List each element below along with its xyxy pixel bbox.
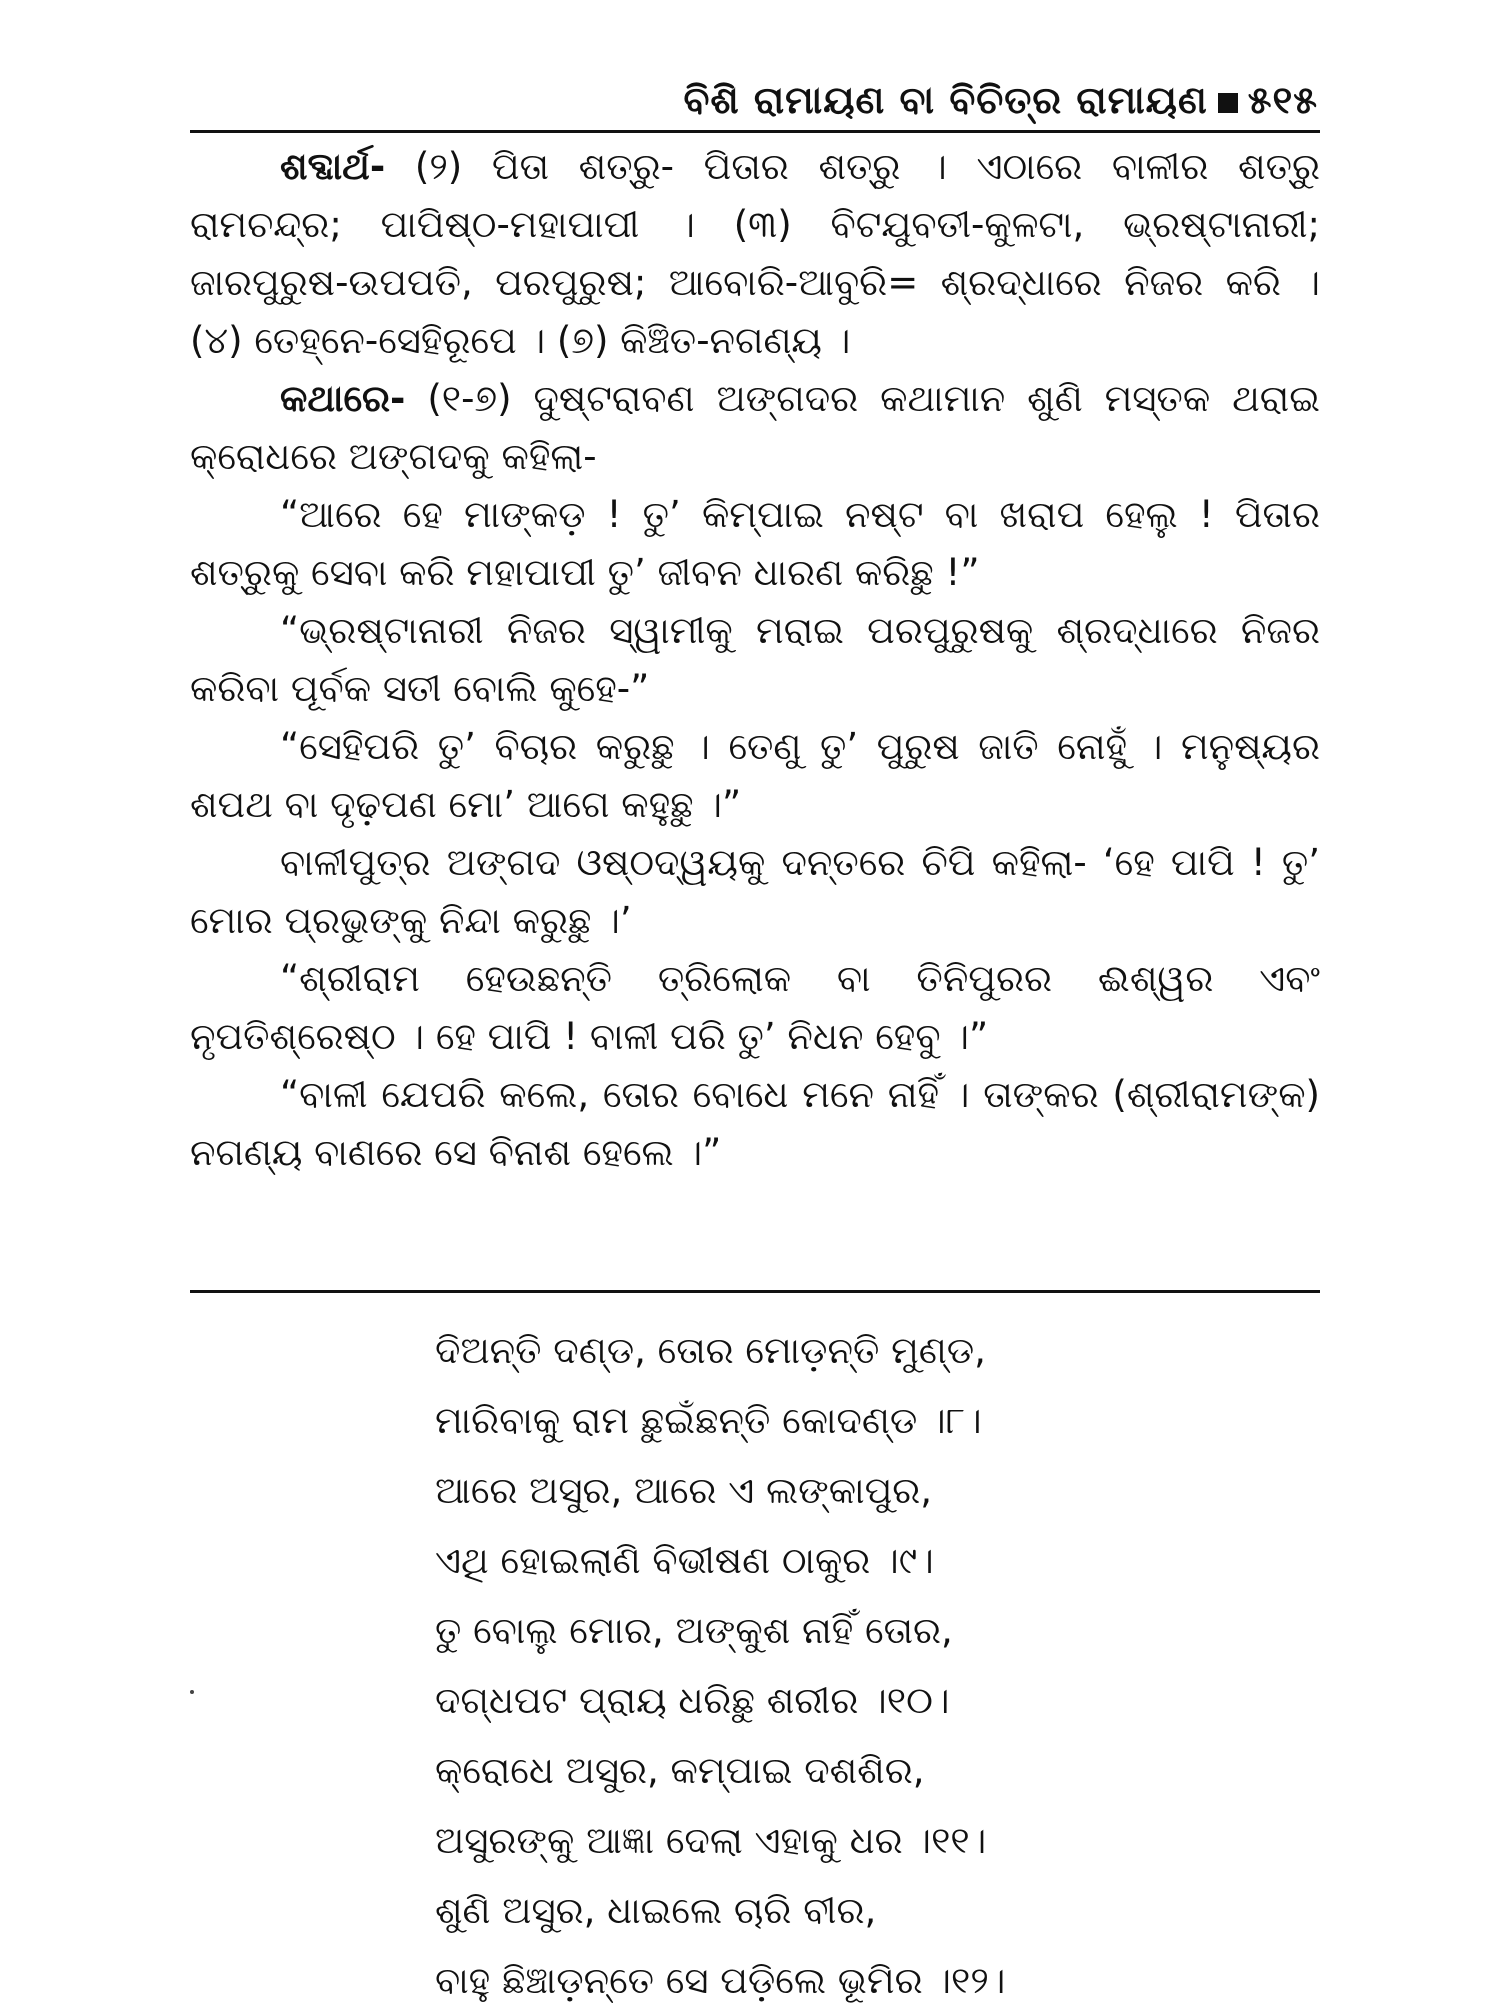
verse-line: ଅସୁରଙ୍କୁ ଆଜ୍ଞା ଦେଲା ଏହାକୁ ଧର ।୧୧। [435,1819,987,1862]
dialogue-paragraph: ବାଳୀପୁତ୍ର ଅଙ୍ଗଦ ଓଷ୍ଠଦ୍ୱୟକୁ ଦନ୍ତରେ ଚିପି କହିଲା- ‘ହେ ପାପି ! ତୁ’ ମୋର ପ୍ରଭୁଙ୍କୁ ନିନ୍ଦା କରୁଛୁ ।’ [190,841,1320,942]
header-square-mark [1218,93,1238,113]
book-title: ବିଶି ରାମାୟଣ ବା ବିଚିତ୍ର ରାମାୟଣ [683,78,1208,122]
running-header [683,78,1318,123]
commentary-section [190,138,1320,1182]
word-meanings-text: (୨) ପିତା ଶତ୍ରୁ- ପିତାର ଶତ୍ରୁ । ଏଠାରେ ବାଳୀର ଶତ୍ରୁ ରାମଚନ୍ଦ୍ର; ପାପିଷ୍ଠ-ମହାପାପୀ । (୩) ବିଟଯୁବତୀ-କୁଳଟା, ଭ୍ରଷ୍ଟାନାରୀ; ଜାରପୁରୁଷ-ଉପପତି, ପରପୁରୁଷ; ଆବୋରି-ଆବୁରି= ଶ୍ରଦ୍ଧାରେ ନିଜର କରି । (୪) ତେହ୍ନେ-ସେହିରୂପେ । (୭) କିଞ୍ଚିତ-ନଗଣ୍ୟ । [190,145,1321,362]
verse-line: ମାରିବାକୁ ରାମ ଛୁଇଁଛନ୍ତି କୋଦଣ୍ଡ ।୮। [435,1399,982,1442]
verse-line: ତୁ ବୋଲୁ ମୋର, ଅଙ୍କୁଶ ନାହିଁ ତୋର, [435,1609,953,1652]
verse-line: ଦିଅନ୍ତି ଦଣ୍ଡ, ତୋର ମୋଡ଼ନ୍ତି ମୁଣ୍ଡ, [435,1329,986,1372]
dialogue-paragraph: “ଶ୍ରୀରାମ ହେଉଛନ୍ତି ତ୍ରିଲୋକ ବା ତିନିପୁରର ଈଶ୍ୱର ଏବଂ ନୃପତିଶ୍ରେଷ୍ଠ । ହେ ପାପି ! ବାଳୀ ପରି ତୁ’ ନିଧନ ହେବୁ ।” [190,957,1320,1058]
dialogue-paragraph: “ଆରେ ହେ ମାଙ୍କଡ଼ ! ତୁ’ କିମ୍ପାଇ ନଷ୍ଟ ବା ଖରାପ ହେଲୁ ! ପିତାର ଶତ୍ରୁକୁ ସେବା କରି ମହାପାପୀ ତୁ’ ଜୀବନ ଧାରଣ କରିଛୁ !” [190,493,1320,594]
story-intro-paragraph [190,370,1320,486]
dialogue-paragraph: “ଭ୍ରଷ୍ଟାନାରୀ ନିଜର ସ୍ୱାମୀକୁ ମରାଇ ପରପୁରୁଷକୁ ଶ୍ରଦ୍ଧାରେ ନିଜର କରିବା ପୂର୍ବକ ସତୀ ବୋଲି କୁହେ-” [190,609,1320,710]
verse-line: ଏଥି ହୋଇଲାଣି ବିଭୀଷଣ ଠାକୁର ।୯। [435,1539,934,1582]
verse-section [435,1316,1005,2016]
story-text: (୧-୭) ଦୁଷ୍ଟରାବଣ ଅଙ୍ଗଦର କଥାମାନ ଶୁଣି ମସ୍ତକ ଥରାଇ କ୍ରୋଧରେ ଅଙ୍ଗଦକୁ କହିଲା- [190,377,1320,478]
print-speck [190,1690,194,1694]
word-meanings-paragraph [190,138,1320,370]
verse-line: ବାହୁ ଛିଞ୍ଚାଡ଼ନ୍ତେ ସେ ପଡ଼ିଲେ ଭୂମିର ।୧୨। [435,1959,1006,2002]
header-rule [190,130,1320,133]
verse-line: କ୍ରୋଧେ ଅସୁର, କମ୍ପାଇ ଦଶଶିର, [435,1749,925,1792]
word-meanings-label: ଶବ୍ଦାର୍ଥ- [280,145,386,188]
verse-line: ଦଗ୍ଧପଟ ପ୍ରାୟ ଧରିଛୁ ଶରୀର ।୧୦। [435,1679,950,1722]
story-label: କଥାରେ- [280,377,406,420]
section-rule [190,1290,1320,1293]
verse-line: ଆରେ ଅସୁର, ଆରେ ଏ ଲଙ୍କାପୁର, [435,1469,933,1512]
dialogue-paragraph: “ବାଳୀ ଯେପରି କଲେ, ତୋର ବୋଧେ ମନେ ନାହିଁ । ତାଙ୍କର (ଶ୍ରୀରାମଙ୍କ) ନଗଣ୍ୟ ବାଣରେ ସେ ବିନାଶ ହେଲେ ।” [190,1073,1320,1174]
dialogue-paragraph: “ସେହିପରି ତୁ’ ବିଚାର କରୁଛୁ । ତେଣୁ ତୁ’ ପୁରୁଷ ଜାତି ନୋହୁଁ । ମନୁଷ୍ୟର ଶପଥ ବା ଦୃଢ଼ପଣ ମୋ’ ଆଗେ କହୁଛୁ ।” [190,725,1320,826]
page-number: ୫୧୫ [1247,78,1318,122]
verse-line: ଶୁଣି ଅସୁର, ଧାଇଲେ ଚାରି ବୀର, [435,1889,877,1932]
